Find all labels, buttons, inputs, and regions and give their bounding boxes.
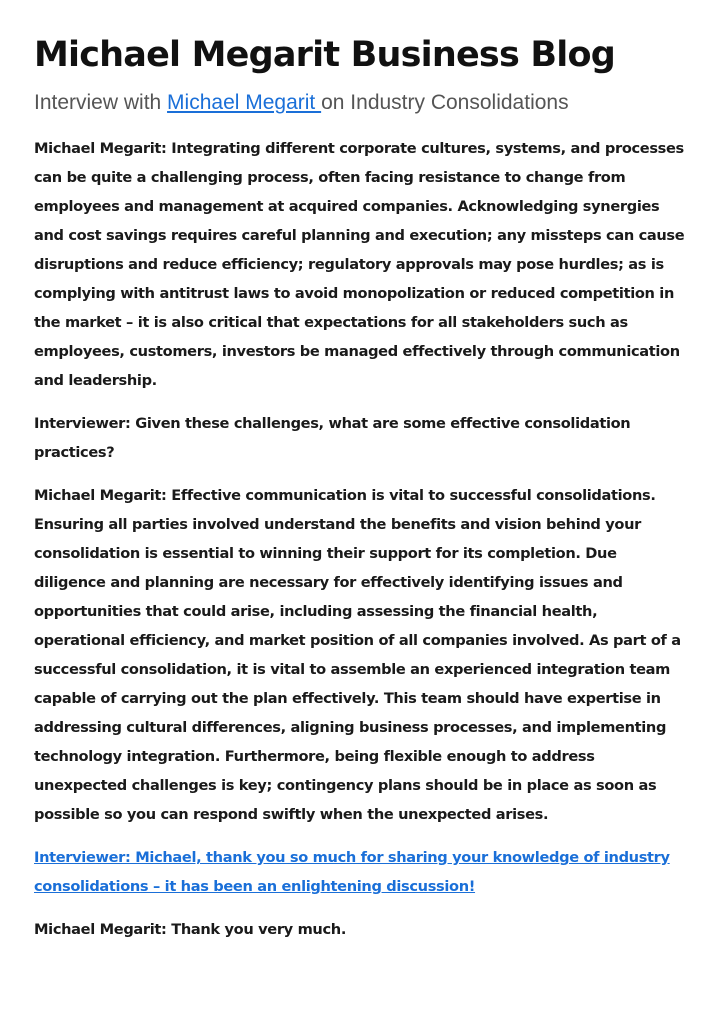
page-title: Michael Megarit Business Blog — [34, 35, 615, 75]
answer-paragraph-1: Michael Megarit: Integrating different corporate cultures, systems, and processes can be quite a challenging process, often facing resistance to change from employees and management at acquired companies. Acknowledging synergies and cost savings requires careful planning and execution; any missteps can cause disruptions and reduce efficiency; regulatory approvals may pose hurdles; as is complying with antitrust laws to avoid monopolization or reduced competition in the market – it is also critical that expectations for all stakeholders such as employees, customers, investors be managed effectively through communication and leadership. — [34, 140, 685, 389]
document-page — [34, 30, 690, 944]
closing-remark-link[interactable]: Interviewer: Michael, thank you so much for sharing your knowledge of industry consolidations – it has been an enlightening discussion! — [34, 849, 670, 895]
answer-paragraph-3: Michael Megarit: Thank you very much. — [34, 921, 347, 938]
subtitle-suffix: on Industry Consolidations — [321, 91, 569, 114]
michael-megarit-link[interactable]: Michael Megarit — [167, 91, 322, 114]
answer-paragraph-2: Michael Megarit: Effective communication is vital to successful consolidations. Ensuring all parties involved understand the benefits and vision behind your consolidation is essential to winning their support for its completion. Due diligence and planning are necessary for effectively identifying issues and opportunities that could arise, including assessing the financial health, operational efficiency, and market position of all companies involved. As part of a successful consolidation, it is vital to assemble an experienced integration team capable of carrying out the plan effectively. This team should have expertise in addressing cultural differences, aligning business processes, and implementing technology integration. Furthermore, being flexible enough to address unexpected challenges is key; contingency plans should be in place as soon as possible so you can respond swiftly when the unexpected arises. — [34, 487, 681, 823]
subtitle-prefix: Interview with — [34, 91, 168, 114]
page-subtitle — [34, 88, 690, 118]
question-paragraph-1: Interviewer: Given these challenges, what are some effective consolidation practices? — [34, 415, 631, 461]
